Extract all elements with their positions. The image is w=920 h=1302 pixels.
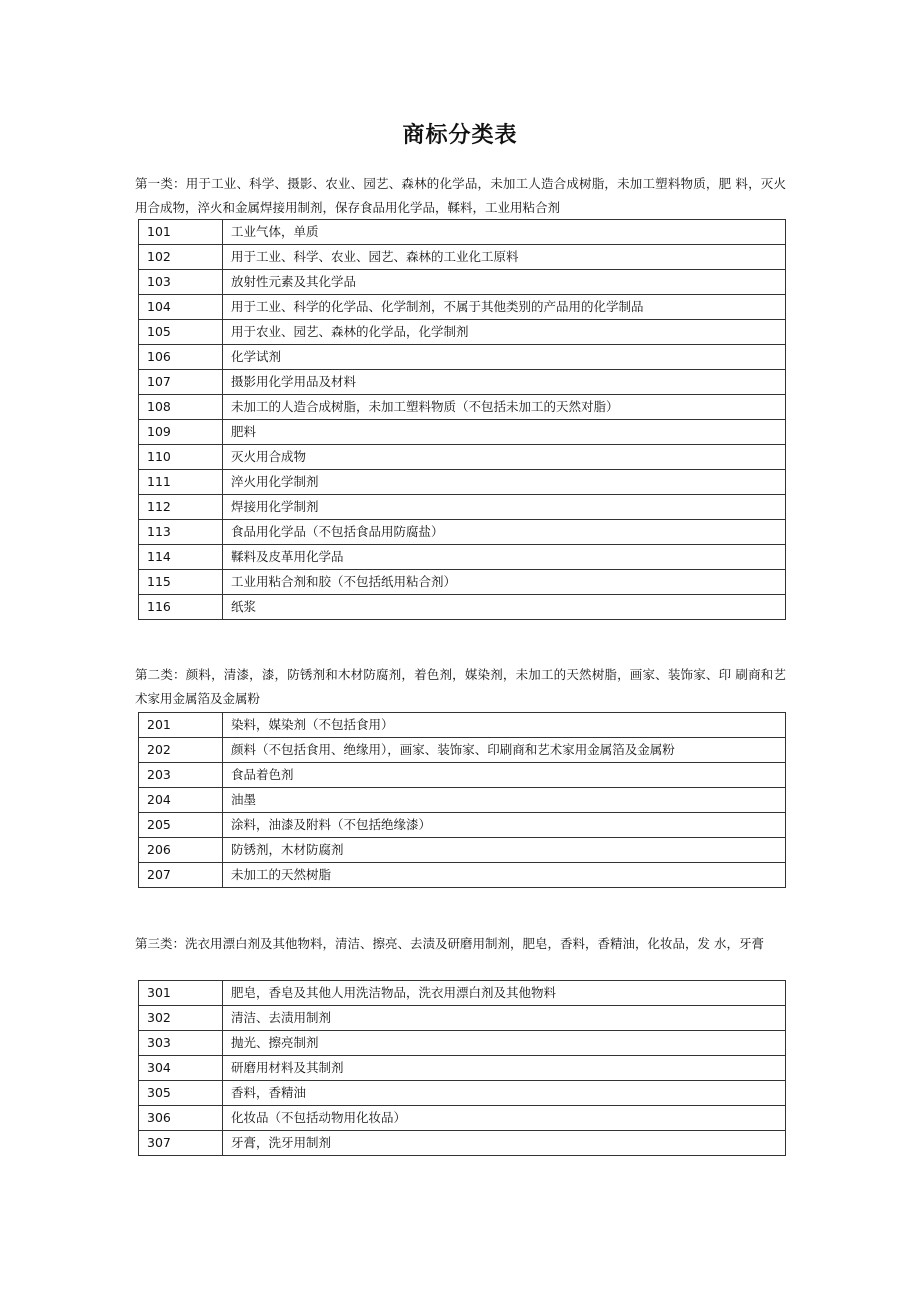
class-description-cell: 香料，香精油 bbox=[223, 1081, 786, 1106]
class-code-cell: 102 bbox=[139, 245, 223, 270]
page-title: 商标分类表 bbox=[402, 123, 518, 148]
table-row bbox=[139, 445, 786, 470]
class-description-cell: 未加工的人造合成树脂，未加工塑料物质（不包括未加工的天然对脂） bbox=[223, 395, 786, 420]
class-description-cell: 工业气体，单质 bbox=[223, 220, 786, 245]
class-code-cell: 104 bbox=[139, 295, 223, 320]
class-1-table bbox=[138, 219, 786, 620]
class-code-cell: 109 bbox=[139, 420, 223, 445]
class-code-cell: 203 bbox=[139, 763, 223, 788]
table-row bbox=[139, 545, 786, 570]
table-row bbox=[139, 863, 786, 888]
class-description-cell: 鞣料及皮革用化学品 bbox=[223, 545, 786, 570]
class-code-cell: 205 bbox=[139, 813, 223, 838]
table-row bbox=[139, 738, 786, 763]
table-row bbox=[139, 220, 786, 245]
class-code-cell: 106 bbox=[139, 345, 223, 370]
class-description-cell: 用于农业、园艺、森林的化学品，化学制剂 bbox=[223, 320, 786, 345]
class-2-table bbox=[138, 712, 786, 888]
table-row bbox=[139, 595, 786, 620]
class-description-cell: 肥皂，香皂及其他人用洗洁物品，洗衣用漂白剂及其他物料 bbox=[223, 981, 786, 1006]
class-description-cell: 研磨用材料及其制剂 bbox=[223, 1056, 786, 1081]
table-row bbox=[139, 813, 786, 838]
class-description-cell: 纸浆 bbox=[223, 595, 786, 620]
class-description-cell: 抛光、擦亮制剂 bbox=[223, 1031, 786, 1056]
table-row bbox=[139, 370, 786, 395]
table-row bbox=[139, 270, 786, 295]
class-description-cell: 防锈剂，木材防腐剂 bbox=[223, 838, 786, 863]
table-row bbox=[139, 470, 786, 495]
class-code-cell: 107 bbox=[139, 370, 223, 395]
class-description-cell: 焊接用化学制剂 bbox=[223, 495, 786, 520]
table-row bbox=[139, 1131, 786, 1156]
class-1-intro: 第一类：用于工业、科学、摄影、农业、园艺、森林的化学品，未加工人造合成树脂，未加工塑料物质，肥 料，灭火用合成物，淬火和金属焊接用制剂，保存食品用化学品，鞣料，工业用粘合剂 bbox=[135, 176, 786, 215]
class-code-cell: 303 bbox=[139, 1031, 223, 1056]
class-code-cell: 306 bbox=[139, 1106, 223, 1131]
table-row bbox=[139, 1031, 786, 1056]
class-code-cell: 304 bbox=[139, 1056, 223, 1081]
table-row bbox=[139, 713, 786, 738]
class-description-cell: 牙膏，洗牙用制剂 bbox=[223, 1131, 786, 1156]
class-code-cell: 101 bbox=[139, 220, 223, 245]
table-row bbox=[139, 295, 786, 320]
class-description-cell: 摄影用化学用品及材料 bbox=[223, 370, 786, 395]
class-3-intro: 第三类：洗衣用漂白剂及其他物料，清洁、擦亮、去渍及研磨用制剂，肥皂，香料，香精油，化妆品，发 水，牙膏 bbox=[135, 936, 764, 951]
class-code-cell: 201 bbox=[139, 713, 223, 738]
class-description-cell: 食品着色剂 bbox=[223, 763, 786, 788]
table-row bbox=[139, 320, 786, 345]
class-code-cell: 115 bbox=[139, 570, 223, 595]
class-code-cell: 110 bbox=[139, 445, 223, 470]
class-description-cell: 清洁、去渍用制剂 bbox=[223, 1006, 786, 1031]
class-description-cell: 食品用化学品（不包括食品用防腐盐） bbox=[223, 520, 786, 545]
class-description-cell: 化妆品（不包括动物用化妆品） bbox=[223, 1106, 786, 1131]
class-code-cell: 111 bbox=[139, 470, 223, 495]
table-row bbox=[139, 1106, 786, 1131]
class-2-intro: 第二类：颜料，清漆，漆，防锈剂和木材防腐剂，着色剂，媒染剂，未加工的天然树脂，画家、装饰家、印 刷商和艺术家用金属箔及金属粉 bbox=[135, 667, 786, 706]
table-row bbox=[139, 1056, 786, 1081]
table-row bbox=[139, 345, 786, 370]
class-code-cell: 206 bbox=[139, 838, 223, 863]
class-description-cell: 用于工业、科学、农业、园艺、森林的工业化工原料 bbox=[223, 245, 786, 270]
table-row bbox=[139, 763, 786, 788]
table-row bbox=[139, 981, 786, 1006]
class-code-cell: 108 bbox=[139, 395, 223, 420]
table-row bbox=[139, 245, 786, 270]
class-code-cell: 202 bbox=[139, 738, 223, 763]
class-code-cell: 307 bbox=[139, 1131, 223, 1156]
class-description-cell: 染料，媒染剂（不包括食用） bbox=[223, 713, 786, 738]
class-description-cell: 放射性元素及其化学品 bbox=[223, 270, 786, 295]
table-row bbox=[139, 520, 786, 545]
class-description-cell: 化学试剂 bbox=[223, 345, 786, 370]
class-3-table bbox=[138, 980, 786, 1156]
class-code-cell: 301 bbox=[139, 981, 223, 1006]
class-code-cell: 116 bbox=[139, 595, 223, 620]
class-description-cell: 未加工的天然树脂 bbox=[223, 863, 786, 888]
table-row bbox=[139, 420, 786, 445]
class-code-cell: 204 bbox=[139, 788, 223, 813]
table-row bbox=[139, 788, 786, 813]
class-description-cell: 工业用粘合剂和胶（不包括纸用粘合剂） bbox=[223, 570, 786, 595]
class-description-cell: 淬火用化学制剂 bbox=[223, 470, 786, 495]
class-description-cell: 油墨 bbox=[223, 788, 786, 813]
class-code-cell: 103 bbox=[139, 270, 223, 295]
class-description-cell: 肥料 bbox=[223, 420, 786, 445]
class-description-cell: 颜料（不包括食用、绝缘用），画家、装饰家、印刷商和艺术家用金属箔及金属粉 bbox=[223, 738, 786, 763]
class-code-cell: 114 bbox=[139, 545, 223, 570]
class-code-cell: 207 bbox=[139, 863, 223, 888]
class-code-cell: 302 bbox=[139, 1006, 223, 1031]
class-code-cell: 305 bbox=[139, 1081, 223, 1106]
table-row bbox=[139, 838, 786, 863]
class-code-cell: 105 bbox=[139, 320, 223, 345]
class-code-cell: 113 bbox=[139, 520, 223, 545]
table-row bbox=[139, 495, 786, 520]
class-description-cell: 用于工业、科学的化学品、化学制剂，不属于其他类别的产品用的化学制品 bbox=[223, 295, 786, 320]
table-row bbox=[139, 1006, 786, 1031]
table-row bbox=[139, 1081, 786, 1106]
class-description-cell: 涂料，油漆及附料（不包括绝缘漆） bbox=[223, 813, 786, 838]
class-code-cell: 112 bbox=[139, 495, 223, 520]
table-row bbox=[139, 570, 786, 595]
table-row bbox=[139, 395, 786, 420]
class-description-cell: 灭火用合成物 bbox=[223, 445, 786, 470]
